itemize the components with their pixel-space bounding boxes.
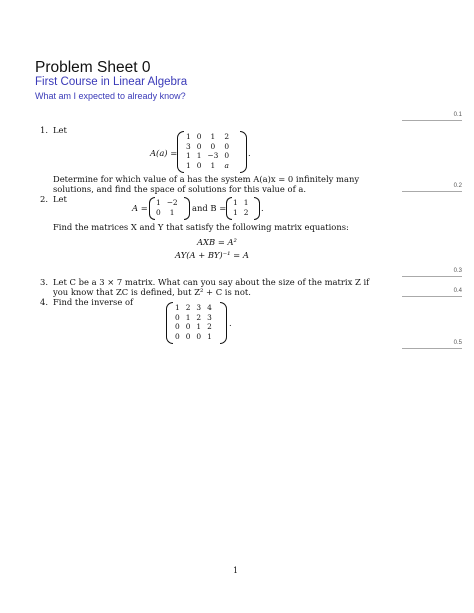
problem-2-matrix-b: 1 1 1 2 — [233, 198, 249, 217]
matrix-a-right-paren — [184, 197, 190, 220]
problem-2-lhs-a: A = — [132, 203, 148, 213]
problem-2-line-1: Find the matrices X and Y that satisfy the following matrix equations: — [53, 222, 349, 232]
problem-1-matrix: 1 0 1 2 3 0 0 0 1 1 −3 0 1 0 1 a — [186, 132, 230, 170]
problem-1-number: 1. — [40, 125, 48, 135]
problem-2-matrix-a: 1 −2 0 1 — [156, 198, 178, 217]
problem-1-line-1: Determine for which value of a has the system A(a)x = 0 infinitely many — [53, 174, 360, 184]
matrix-b-right-paren — [254, 197, 260, 220]
margin-note-1: 0.1 — [402, 112, 462, 118]
document-page: Problem Sheet 0 First Course in Linear Algebra What am I expected to already know? 0.1 0.2 0.3 0.4 0.5 1. Let A(a) = 1 0 1 2 3 0 0 0 1 1 −3 0 1 0 1 a . Determine for which value of a has the system A(a)x = 0 infinitely many solutions, and find the space of solutions for this value of a. 2. Let A = 1 −2 0 1 and B = 1 1 1 2 . Find the matrices X and Y that satisfy the following matrix equations: AXB = A² AY(A + BY)⁻¹ = A 3. Let C be a 3 × 7 matrix. What can you say about the size of the matrix Z if you know that ZC is defined, but Z² + C is not. 4. Find the inverse of 1 2 3 4 0 1 2 3 0 0 1 2 0 0 0 1 . 1 — [35, 59, 462, 575]
problem-2-lead: Let — [53, 194, 67, 204]
matrix-inverse-right-paren — [220, 302, 227, 344]
page-tagline: What am I expected to already know? — [35, 91, 186, 101]
problem-4-matrix: 1 2 3 4 0 1 2 3 0 0 1 2 0 0 0 1 — [175, 303, 212, 341]
margin-note-5: 0.5 — [402, 340, 462, 346]
margin-note-3: 0.3 — [402, 268, 462, 274]
problem-4-number: 4. — [40, 297, 48, 307]
page-subtitle: First Course in Linear Algebra — [35, 76, 188, 88]
page-title: Problem Sheet 0 — [35, 59, 151, 76]
margin-note-4: 0.4 — [402, 288, 462, 294]
margin-note-2: 0.2 — [402, 183, 462, 189]
problem-2-equation-2: AY(A + BY)⁻¹ = A — [175, 250, 249, 260]
problem-1-line-2: solutions, and find the space of solutions for this value of a. — [53, 184, 307, 194]
problem-4-line-1: Find the inverse of — [53, 297, 134, 307]
problem-2-equation-1: AXB = A² — [197, 237, 237, 247]
problem-1-lead: Let — [53, 125, 67, 135]
problem-3-line-1: Let C be a 3 × 7 matrix. What can you say about the size of the matrix Z if — [53, 277, 370, 287]
problem-2-number: 2. — [40, 194, 48, 204]
problem-1-lhs: A(a) = — [150, 148, 178, 158]
problem-3-line-2: you know that ZC is defined, but Z² + C is not. — [53, 287, 251, 297]
problem-3-number: 3. — [40, 277, 48, 287]
problem-2-and: and B = — [192, 203, 227, 213]
page-number: 1 — [233, 566, 239, 575]
matrix-right-paren — [240, 131, 247, 173]
